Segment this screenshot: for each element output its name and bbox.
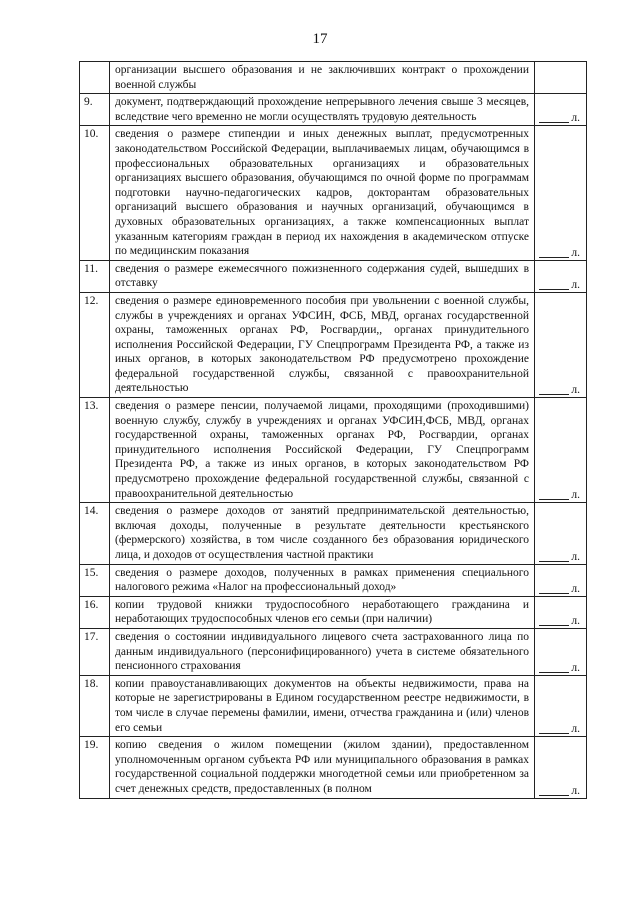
sheet-unit-label: л. <box>571 550 580 563</box>
row-number: 18. <box>80 675 110 736</box>
row-number: 12. <box>80 292 110 397</box>
table-row <box>80 628 587 675</box>
document-description: сведения о состоянии индивидуального лицевого счета застрахованного лица по данным индивидуального (персонифицированного) учета в системе обязательного пенсионного страхования <box>110 628 535 675</box>
sheet-unit-label: л. <box>571 661 580 674</box>
table-row <box>80 398 587 503</box>
row-number: 15. <box>80 564 110 596</box>
document-description: документ, подтверждающий прохождение непрерывного лечения свыше 3 месяцев, вследствие чего временно не могли осуществлять трудовую деятельность <box>110 94 535 126</box>
table-row <box>80 94 587 126</box>
sheet-count-blank <box>539 593 569 594</box>
row-number: 10. <box>80 126 110 260</box>
table-row <box>80 292 587 397</box>
sheet-count-cell <box>535 628 587 675</box>
sheet-count-cell <box>535 675 587 736</box>
sheet-count-cell <box>535 596 587 628</box>
table-row <box>80 503 587 564</box>
sheet-unit-label: л. <box>571 384 580 397</box>
sheet-count-blank <box>539 122 569 123</box>
row-number: 13. <box>80 398 110 503</box>
sheet-count-blank <box>539 257 569 258</box>
sheet-count-blank <box>539 795 569 796</box>
row-number: 17. <box>80 628 110 675</box>
document-description: сведения о размере стипендии и иных денежных выплат, предусмотренных законодательством Российской Федерации, выплачиваемых лицам, обучающимся в профессиональных образовательных организациях и образовательных организациях высшего образования, обучающимся по очной форме по программам подготовки научно-педагогических кадров, докторантам образовательных организаций высшего образования и научных организаций, обучающимся в духовных образовательных организациях, а также компенсационных выплат указанным категориям граждан в период их нахождения в академическом отпуске по медицинским показания <box>110 126 535 260</box>
sheet-count-blank <box>539 499 569 500</box>
table-row <box>80 596 587 628</box>
document-description: копии правоустанавливающих документов на объекты недвижимости, права на которые не зарегистрированы в Едином государственном реестре недвижимости, в том числе в случае перемены фамилии, имени, отчества гражданина и (или) членов его семьи <box>110 675 535 736</box>
sheet-unit-label: л. <box>571 582 580 595</box>
sheet-unit-label: л. <box>571 112 580 125</box>
row-number <box>80 62 110 94</box>
documents-table-body <box>80 62 587 799</box>
row-number: 16. <box>80 596 110 628</box>
row-number: 9. <box>80 94 110 126</box>
sheet-count-blank <box>539 672 569 673</box>
sheet-unit-label: л. <box>571 723 580 736</box>
sheet-count-cell <box>535 737 587 798</box>
sheet-unit-label: л. <box>571 784 580 797</box>
table-row <box>80 260 587 292</box>
document-description: сведения о размере ежемесячного пожизненного содержания судей, вышедших в отставку <box>110 260 535 292</box>
sheet-count-blank <box>539 394 569 395</box>
sheet-count-cell <box>535 292 587 397</box>
page-number: 17 <box>312 31 328 47</box>
document-description: сведения о размере доходов от занятий предпринимательской деятельностью, включая доходы, полученные в результате деятельности крестьянского (фермерского) хозяйства, в том числе созданного без образования юридического лица, и доходов от осуществления частной практики <box>110 503 535 564</box>
document-description: сведения о размере единовременного пособия при увольнении с военной службы, службы в учреждениях и органах УФСИН, ФСБ, МВД, органах государственной охраны, таможенных органах РФ, Росгвардии,, органах принудительного исполнения Российской Федерации, ГУ Спецпрограмм Президента РФ, а также из иных органов, в которых законодательством РФ предусмотрено прохождение федеральной государственной службы, связанной с правоохранительной деятельностью <box>110 292 535 397</box>
table-row <box>80 126 587 260</box>
sheet-unit-label: л. <box>571 489 580 502</box>
sheet-unit-label: л. <box>571 614 580 627</box>
sheet-unit-label: л. <box>571 246 580 259</box>
row-number: 11. <box>80 260 110 292</box>
sheet-count-blank <box>539 289 569 290</box>
document-description: организации высшего образования и не заключивших контракт о прохождении военной службы <box>110 62 535 94</box>
sheet-count-blank <box>539 733 569 734</box>
table-row <box>80 564 587 596</box>
sheet-count-cell <box>535 398 587 503</box>
documents-table <box>79 61 587 799</box>
sheet-count-blank <box>539 561 569 562</box>
row-number: 14. <box>80 503 110 564</box>
row-number: 19. <box>80 737 110 798</box>
table-row <box>80 675 587 736</box>
document-description: копию сведения о жилом помещении (жилом здании), предоставленном уполномоченным органом субъекта РФ или муниципального образования в рамках государственной социальной поддержки многодетной семьи или приобретенном за счет денежных средств, предоставленных (в полном <box>110 737 535 798</box>
table-row <box>80 737 587 798</box>
document-description: копии трудовой книжки трудоспособного неработающего гражданина и неработающих трудоспособных членов его семьи (при наличии) <box>110 596 535 628</box>
sheet-unit-label: л. <box>571 278 580 291</box>
sheet-count-blank <box>539 625 569 626</box>
sheet-count-cell <box>535 94 587 126</box>
sheet-count-cell <box>535 62 587 94</box>
document-description: сведения о размере доходов, полученных в рамках применения специального налогового режима «Налог на профессиональный доход» <box>110 564 535 596</box>
sheet-count-cell <box>535 564 587 596</box>
sheet-count-cell <box>535 260 587 292</box>
sheet-count-cell <box>535 503 587 564</box>
table-row <box>80 62 587 94</box>
document-description: сведения о размере пенсии, получаемой лицами, проходящими (проходившими) военную службу, службу в учреждениях и органах УФСИН,ФСБ, МВД, органах государственной охраны, таможенных органах РФ, Росгвардии, органах принудительного исполнения Российской Федерации, ГУ Спецпрограмм Президента РФ, а также из иных органов, в которых законодательством РФ предусмотрено прохождение федеральной государственной службы, связанной с правоохранительной деятельностью <box>110 398 535 503</box>
sheet-count-cell <box>535 126 587 260</box>
